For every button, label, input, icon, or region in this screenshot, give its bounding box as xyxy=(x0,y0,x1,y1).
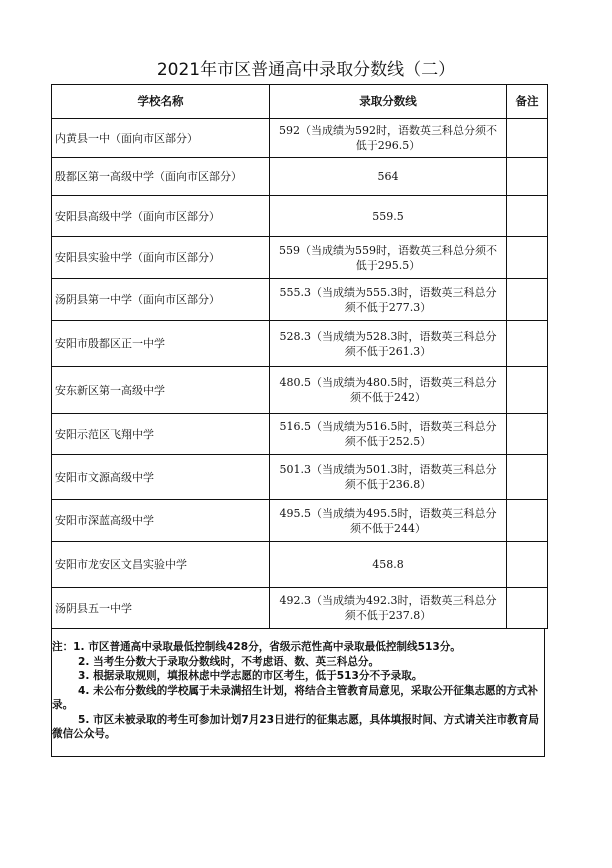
score-cell: 458.8 xyxy=(270,542,507,588)
table-row xyxy=(52,455,548,500)
score-cell: 528.3（当成绩为528.3时，语数英三科总分须不低于261.3） xyxy=(270,321,507,367)
table-row xyxy=(52,279,548,321)
score-cell: 495.5（当成绩为495.5时，语数英三科总分须不低于244） xyxy=(270,500,507,542)
table-row xyxy=(52,588,548,629)
score-cell: 592（当成绩为592时，语数英三科总分须不低于296.5） xyxy=(270,119,507,158)
score-cell: 555.3（当成绩为555.3时，语数英三科总分须不低于277.3） xyxy=(270,279,507,321)
table-row xyxy=(52,500,548,542)
school-name-cell: 内黄县一中（面向市区部分） xyxy=(52,119,270,158)
header-score: 录取分数线 xyxy=(270,85,507,119)
school-name-cell: 安阳市殷都区正一中学 xyxy=(52,321,270,367)
remark-cell xyxy=(507,455,548,500)
remark-cell xyxy=(507,321,548,367)
page-title: 2021年市区普通高中录取分数线（二） xyxy=(156,60,456,80)
remark-cell xyxy=(507,542,548,588)
remark-cell xyxy=(507,500,548,542)
school-name-cell: 殷都区第一高级中学（面向市区部分） xyxy=(52,158,270,196)
table-header xyxy=(52,85,548,119)
note-4: 4. 未公布分数线的学校属于未录满招生计划，将结合主管教育局意见，采取公开征集志愿的方式补录。 xyxy=(52,684,539,711)
score-cell: 501.3（当成绩为501.3时，语数英三科总分须不低于236.8） xyxy=(270,455,507,500)
notes-box xyxy=(51,628,545,757)
score-cell: 516.5（当成绩为516.5时，语数英三科总分须不低于252.5） xyxy=(270,414,507,455)
table-row xyxy=(52,119,548,158)
note-1: 注：1. 市区普通高中录取最低控制线428分，省级示范性高中录取最低控制线513分。 xyxy=(52,641,461,653)
school-name-cell: 安阳市文源高级中学 xyxy=(52,455,270,500)
score-cell: 480.5（当成绩为480.5时，语数英三科总分须不低于242） xyxy=(270,367,507,414)
header-school: 学校名称 xyxy=(52,85,270,119)
table-row xyxy=(52,321,548,367)
score-cell: 559.5 xyxy=(270,196,507,237)
remark-cell xyxy=(507,196,548,237)
remark-cell xyxy=(507,119,548,158)
table-row xyxy=(52,414,548,455)
score-cell: 559（当成绩为559时，语数英三科总分须不低于295.5） xyxy=(270,237,507,279)
school-name-cell: 汤阴县五一中学 xyxy=(52,588,270,629)
note-2: 2. 当考生分数大于录取分数线时，不考虑语、数、英三科总分。 xyxy=(78,655,380,668)
note-5: 5. 市区未被录取的考生可参加计划7月23日进行的征集志愿，具体填报时间、方式请关注市教育局微信公众号。 xyxy=(52,713,539,740)
remark-cell xyxy=(507,158,548,196)
remark-cell xyxy=(507,588,548,629)
school-name-cell: 安东新区第一高级中学 xyxy=(52,367,270,414)
remark-cell xyxy=(507,237,548,279)
score-cell: 492.3（当成绩为492.3时，语数英三科总分须不低于237.8） xyxy=(270,588,507,629)
school-name-cell: 安阳示范区飞翔中学 xyxy=(52,414,270,455)
school-name-cell: 安阳县高级中学（面向市区部分） xyxy=(52,196,270,237)
remark-cell xyxy=(507,367,548,414)
table-row xyxy=(52,542,548,588)
school-name-cell: 安阳市深蓝高级中学 xyxy=(52,500,270,542)
remark-cell xyxy=(507,414,548,455)
school-name-cell: 安阳市龙安区文昌实验中学 xyxy=(52,542,270,588)
score-table xyxy=(51,84,548,629)
table-row xyxy=(52,196,548,237)
table-row xyxy=(52,367,548,414)
school-name-cell: 安阳县实验中学（面向市区部分） xyxy=(52,237,270,279)
table-row xyxy=(52,158,548,196)
header-remark: 备注 xyxy=(507,85,548,119)
school-name-cell: 汤阴县第一中学（面向市区部分） xyxy=(52,279,270,321)
remark-cell xyxy=(507,279,548,321)
note-3: 3. 根据录取规则，填报林虑中学志愿的市区考生，低于513分不予录取。 xyxy=(78,670,423,682)
score-cell: 564 xyxy=(270,158,507,196)
table-row xyxy=(52,237,548,279)
